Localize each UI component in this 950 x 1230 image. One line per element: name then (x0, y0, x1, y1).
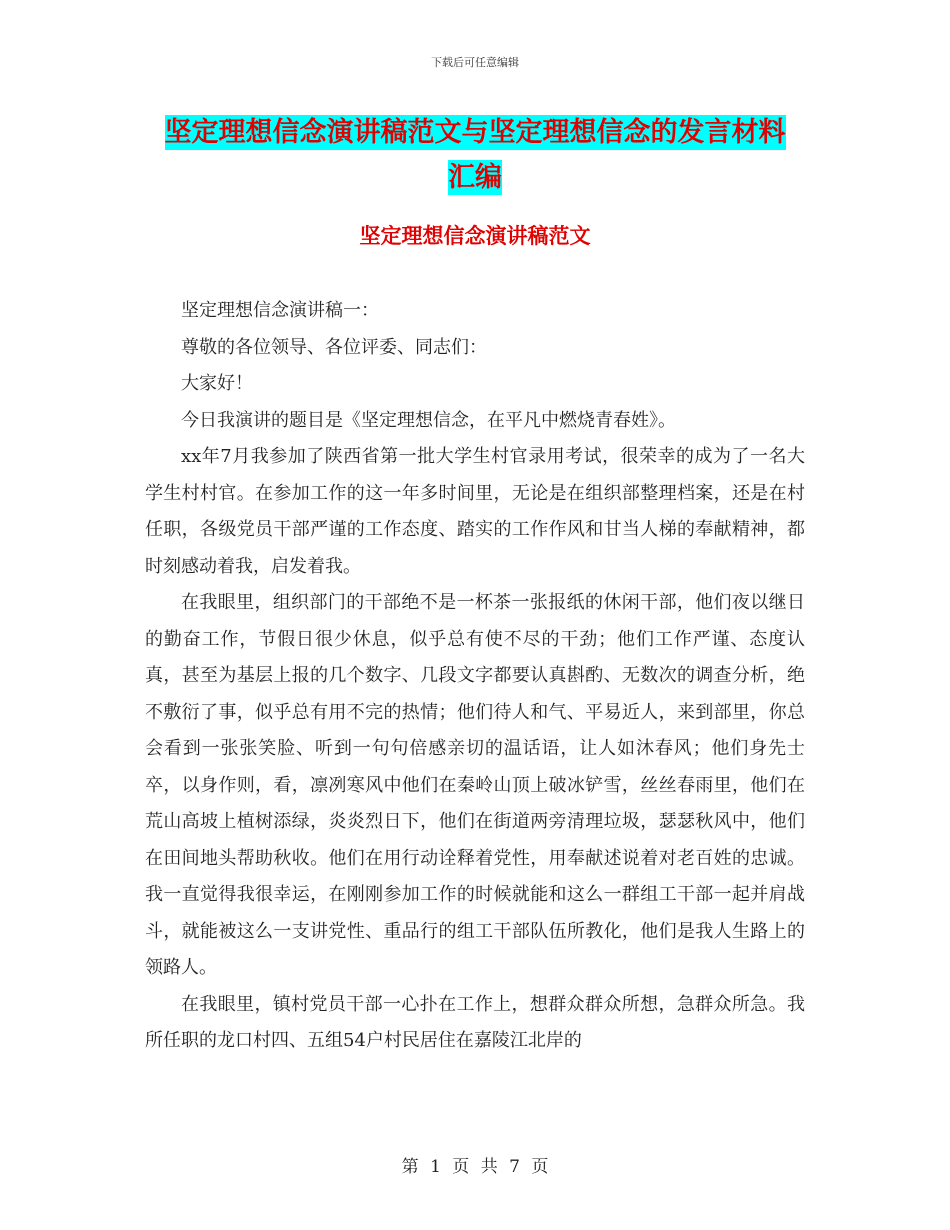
paragraph: 在我眼里，组织部门的干部绝不是一杯茶一张报纸的休闲干部，他们夜以继日的勤奋工作，节假日很少休息，似乎总有使不尽的干劲；他们工作严谨、态度认真，甚至为基层上报的几个数字、几段文字都要认真斟酌、无数次的调查分析，绝不敷衍了事，似乎总有用不完的热情；他们待人和气、平易近人，来到部里，你总会看到一张张笑脸、听到一句句倍感亲切的温话语，让人如沐春风；他们身先士卒，以身作则，看，凛冽寒风中他们在秦岭山顶上破冰铲雪，丝丝春雨里，他们在荒山高坡上植树添绿，炎炎烈日下，他们在街道两旁清理垃圾，瑟瑟秋风中，他们在田间地头帮助秋收。他们在用行动诠释着党性，用奉献述说着对老百姓的忠诚。我一直觉得我很幸运，在刚刚参加工作的时候就能和这么一群组工干部一起并肩战斗，就能被这么一支讲党性、重品行的组工干部队伍所教化，他们是我人生路上的领路人。 (145, 592, 805, 978)
paragraph: xx年7月我参加了陕西省第一批大学生村官录用考试，很荣幸的成为了一名大学生村村官。在参加工作的这一年多时间里，无论是在组织部整理档案，还是在村任职，各级党员干部严谨的工作态度、踏实的工作作风和甘当人梯的奉献精神，都时刻感动着我，启发着我。 (145, 446, 805, 577)
title-line-1: 坚定理想信念演讲稿范文与坚定理想信念的发言材料 (164, 117, 786, 148)
document-title (140, 110, 810, 200)
paragraph: 大家好！ (181, 373, 253, 394)
section-title: 坚定理想信念演讲稿范文 (359, 224, 591, 248)
header-note: 下载后可任意编辑 (431, 56, 519, 69)
paragraph: 尊敬的各位领导、各位评委、同志们： (181, 336, 487, 358)
paragraph: 今日我演讲的题目是《坚定理想信念，在平凡中燃烧青春姓》。 (181, 409, 676, 431)
paragraph: 在我眼里，镇村党员干部一心扑在工作上，想群众群众所想，急群众所急。我所任职的龙口村四、五组54户村民居住在嘉陵江北岸的 (145, 993, 805, 1051)
body-text (145, 293, 805, 1060)
paragraph: 坚定理想信念演讲稿一： (181, 300, 379, 321)
title-line-2: 汇编 (448, 162, 502, 193)
page-number: 第 1 页 共 7 页 (401, 1157, 549, 1177)
